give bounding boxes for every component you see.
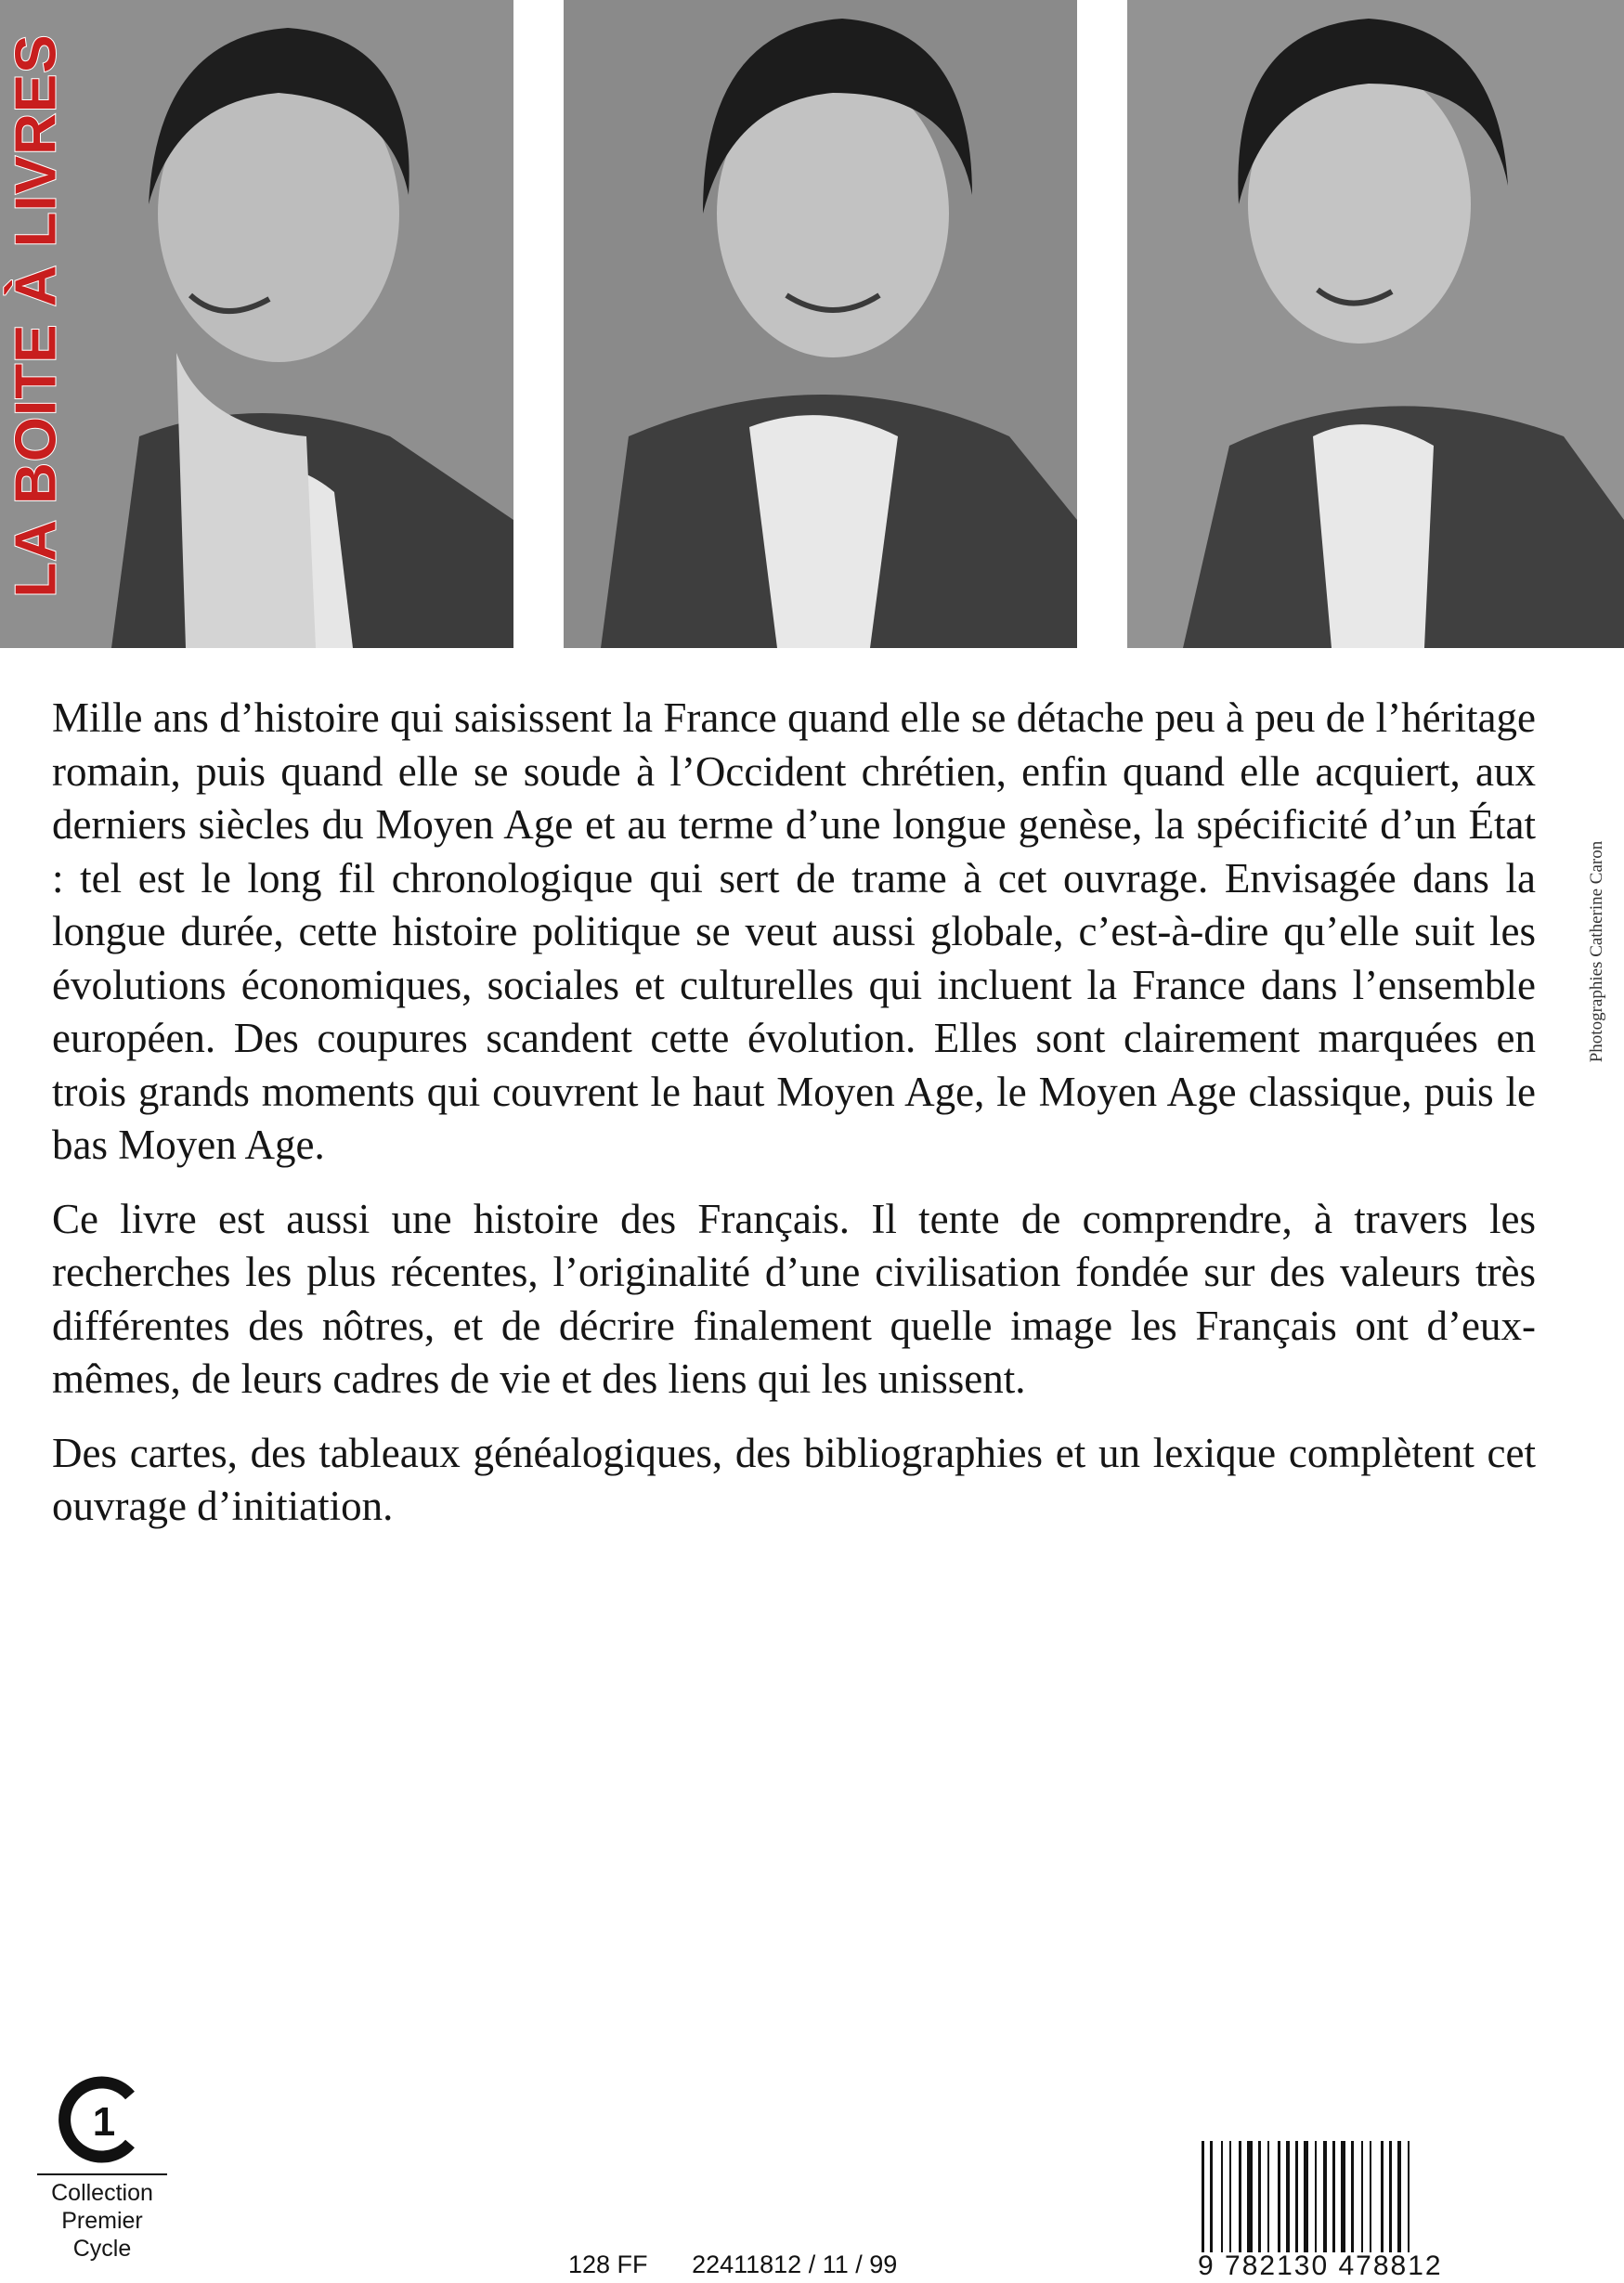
reference-code: 22411812 / 11 / 99 [692,2251,898,2278]
barcode-bar [1278,2141,1280,2252]
author-photo-2 [564,0,1077,648]
barcode-bar [1202,2141,1204,2252]
logo-rule [37,2173,167,2175]
barcode-bar [1295,2141,1298,2252]
barcode-bar [1304,2141,1308,2252]
collection-c1-icon [58,2075,147,2164]
collection-label-line-3: Cycle [72,2236,132,2262]
price: 128 FF [568,2251,648,2278]
blurb-paragraph-3: Des cartes, des tableaux généalogiques, des bibliographies et un lexique complètent cet ouvrage d’initiation. [52,1429,1536,1529]
barcode-bar [1341,2141,1345,2252]
blurb-paragraph-1: Mille ans d’histoire qui saisissent la France quand elle se détache peu à peu de l’héritage romain, puis quand elle se soude à l’Occident chrétien, enfin quand elle acquiert, aux derniers siècles du Moyen Age et au terme d’une longue genèse, la spécificité d’un État : tel est le long fil chronologique qui sert de trame à cet ouvrage. Envisagée dans la longue durée, cette histoire politique se veut aussi globale, c’est-à-dire qu’elle suit les évolutions économiques, sociales et culturelles qui incluent la France dans l’ensemble européen. Des coupures scandent cette évolution. Elles sont clairement marquées en trois grands moments qui couvrent le haut Moyen Age, le Moyen Age classique, puis le bas Moyen Age. [52,694,1536,1168]
barcode-bar [1323,2141,1327,2252]
barcode-bar [1210,2141,1213,2252]
photo-strip [0,0,1624,650]
logo-digit: 1 [92,2099,116,2145]
barcode-bar [1389,2141,1392,2252]
barcode-bar [1221,2141,1223,2252]
barcode-bar [1267,2141,1269,2252]
price-line [568,2251,934,2279]
barcode-bar [1315,2141,1317,2252]
barcode-bar [1381,2141,1384,2252]
barcode-digits: 9 782130 478812 [1198,2251,1443,2281]
photo-credit [1579,812,1616,1091]
collection-logo [37,2075,176,2263]
barcode [1200,2141,1590,2252]
barcode-bar [1239,2141,1241,2252]
photo-credit-text: Photographies Catherine Caron [1587,840,1606,1063]
collection-label-line-1: Collection [51,2180,153,2206]
barcode-bar [1408,2141,1410,2252]
barcode-bar [1258,2141,1261,2252]
barcode-bar [1229,2141,1231,2252]
barcode-bar [1397,2141,1401,2252]
collection-label-line-2: Premier [61,2208,143,2234]
barcode-bar [1370,2141,1371,2252]
brand-vertical-label [4,0,69,631]
collection-label [37,2179,167,2263]
author-photo-1 [0,0,513,648]
brand-text: LA BOITE À LIVRES [4,33,69,598]
barcode-bar [1361,2141,1363,2252]
barcode-bar [1286,2141,1290,2252]
back-cover-blurb [52,692,1536,1554]
barcode-bar [1247,2141,1253,2252]
blurb-paragraph-2: Ce livre est aussi une histoire des Français. Il tente de comprendre, à travers les recherches les plus récentes, l’originalité d’une civilisation fondée sur des valeurs très différentes des nôtres, et de décrire finalement quelle image les Français ont d’eux-mêmes, de leurs cadres de vie et des liens qui les unissent. [52,1195,1536,1402]
barcode-bars [1200,2141,1590,2252]
barcode-bar [1332,2141,1335,2252]
barcode-bar [1351,2141,1354,2252]
author-photo-3 [1127,0,1624,648]
